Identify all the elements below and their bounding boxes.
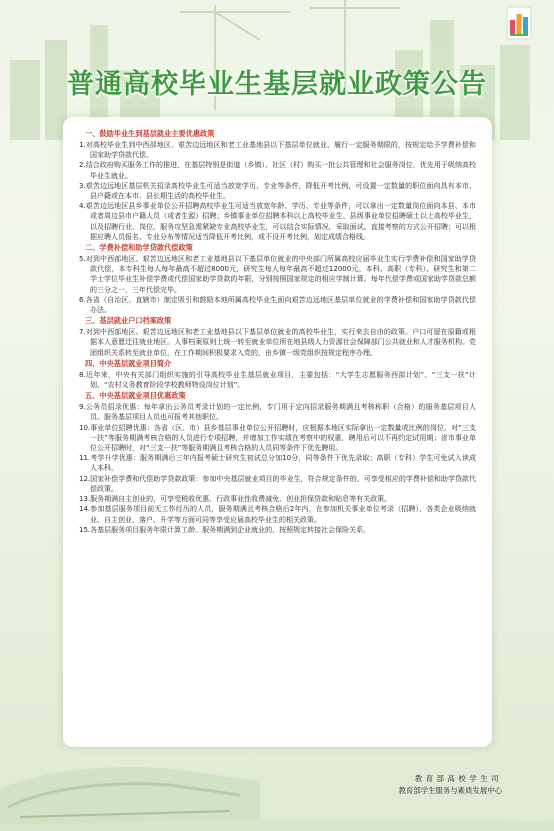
page-title: 普通高校毕业生基层就业政策公告: [67, 69, 487, 100]
section-4: [79, 359, 476, 390]
section-heading: 五、中央基层就业项目优惠政策: [85, 391, 186, 401]
policy-item: 8.近年来，中央有关部门组织实施的引导高校毕业生基层就业项目，主要包括：“大学生志愿服务西部计划”、“三支一扶”计划、“农村义务教育阶段学校教师特设岗位计划”。: [79, 370, 476, 390]
policy-item: 5.对到中西部地区、艰苦边远地区和老工业基地县以下基层单位就业的中央部门所属高校应届毕业生实行学费补偿和国家助学贷款代偿，本专科生每人每年最高不超过8000元，研究生每人每年最高不超过12000元。本科、高职（专科）、研究生和第二学士学位毕业生补偿学费或代偿国家助学贷款的年限，分别按照国家规定的相应学制计算。每年代偿学费或国家助学贷款总额的三分之一，三年代偿完毕。: [79, 255, 476, 294]
signature-org-2: 教育部学生服务与素质发展中心: [398, 786, 502, 795]
section-heading: 三、基层就业户口档案政策: [85, 316, 172, 326]
policy-item: 14.参加基层服务项目前无工作经历的人员，服务期满且考核合格后2年内，在参加机关事业单位考录（招聘）、各类企业吸纳就业、自主创业、落户、升学等方面可同等享受应届高校毕业生的相关政策。: [79, 505, 476, 524]
policy-item: 6.各省（自治区、直辖市）制定吸引和鼓励本地所属高校毕业生面向艰苦边远地区基层单位就业的学费补偿和国家助学贷款代偿办法。: [79, 295, 476, 315]
policy-item: 4.艰苦边远地区县乡事业单位公开招聘高校毕业生可适当放宽年龄、学历、专业等条件，可以拿出一定数量岗位面向本县、本市或者周边县市户籍人员（或者生源）招聘；乡镇事业单位招聘本科以上高校毕业生、县级事业单位招聘硕士以上高校毕业生，以及招聘行业、岗位、服务攻坚急需紧缺专业高校毕业生，可以结合实际情况，采取面试、直接考察的方式公开招聘；可以根据应聘人员报名、专业分布等情况适当降低开考比例，或不设开考比例，划定成绩合格线。: [79, 202, 476, 241]
policy-item: 13.服务期满自主创业的，可享受税收优惠、行政事业性收费减免、创业担保贷款和贴息等有关政策。: [79, 495, 392, 504]
section-5: [79, 391, 476, 535]
logo-icon: [506, 6, 532, 40]
section-1: [79, 129, 476, 242]
policy-item: 1.对高校毕业生到中西部地区、艰苦边远地区和老工业基地县以下基层单位就业、履行一定服务期限的，按规定给予学费补偿和国家助学贷款代偿。: [79, 141, 476, 160]
section-heading: 一、鼓励毕业生到基层就业主要优惠政策: [85, 129, 215, 138]
section-3: [79, 316, 476, 358]
policy-item: 11.考学升学优惠：服务期满后三年内报考硕士研究生初试总分加10分，同等条件下优先录取；高职（专科）学生可免试入读成人本科。: [79, 454, 476, 473]
policy-item: 2.结合政府购买服务工作的推进，在基层特别是街道（乡镇）、社区（村）购买一批公共管理和社会服务岗位，优先用于吸纳高校毕业生就业。: [79, 161, 476, 180]
policy-item: 3.艰苦边远地区基层机关招录高校毕业生可适当放宽学历、专业等条件，降低开考比例，可设置一定数量的职位面向具有本市、县户籍或在本市、县长期生活的高校毕业生。: [79, 181, 476, 201]
train-graphic: [0, 711, 554, 831]
policy-panel: [63, 117, 492, 747]
section-heading: 二、学费补偿和助学贷款代偿政策: [85, 243, 193, 253]
policy-item: 12.国家补偿学费和代偿助学贷款政策：参加中央基层就业项目的毕业生，符合规定条件的，可享受相应的学费补偿和助学贷款代偿政策。: [79, 474, 476, 493]
signature-org-1: 教育部高校学生司: [414, 774, 502, 783]
policy-item: 9.公务员招录优惠：每年拿出公务员考录计划的一定比例，专门用于定向招录服务期满且考核称职（合格）的服务基层项目人员。服务基层项目人员也可报考其他职位。: [79, 403, 476, 422]
policy-item: 10.事业单位招聘优惠：各省（区、市）县乡基层事业单位公开招聘时，应根据本地区实际拿出一定数量或比例的岗位，对“三支一扶”等服务期满考核合格的人员进行专项招聘，并增加工作实绩在考察中的权重，聘用后可以不再约定试用期；省市事业单位公开招聘时，对“三支一扶”等服务期满且考核合格的人员同等条件下优先聘用。: [79, 423, 476, 453]
section-2: [79, 243, 476, 315]
policy-item: 15.各基层服务项目服务年限计算工龄。服务期满到企业就业的，按照规定转接社会保险关系。: [79, 525, 371, 534]
policy-item: 7.对到中西部地区、艰苦边远地区和老工业基地县以下基层单位就业的高校毕业生，实行来去自由的政策。户口可留在原籍或根据本人意愿迁往就业地区。人事档案原则上统一转至就业单位所在地县级人力资源社会保障部门公共就业和人才服务机构。党团组织关系转至就业单位，在工作期间积极要求入党的，由乡镇一级党组织按规定程序办理。: [79, 328, 476, 357]
section-heading: 四、中央基层就业项目简介: [85, 358, 172, 368]
